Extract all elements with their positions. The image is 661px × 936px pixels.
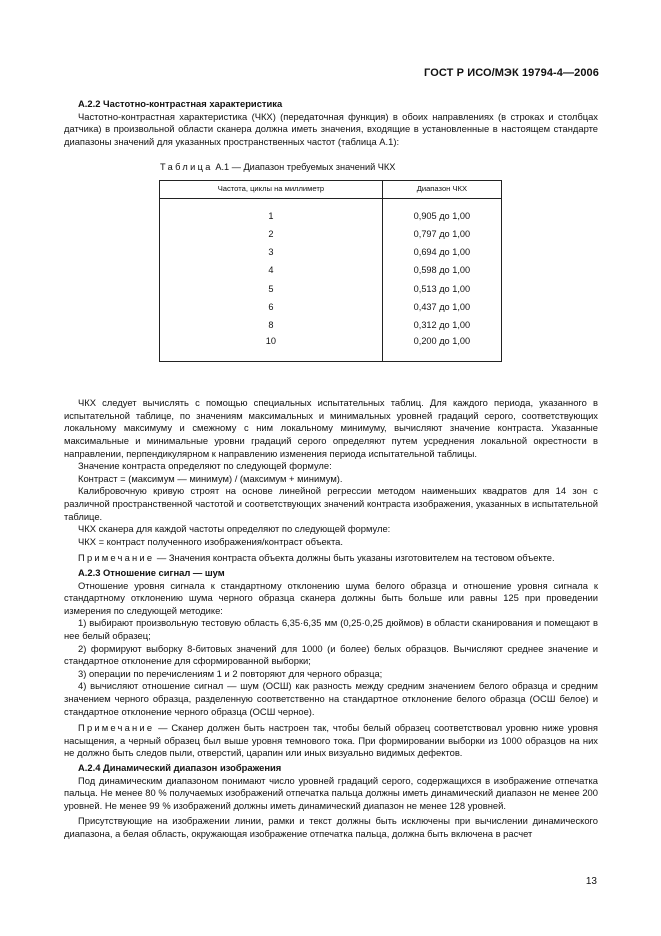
note-contrast <box>64 552 598 565</box>
table-caption-text: А.1 — Диапазон требуемых значений ЧКХ <box>212 162 396 173</box>
table-cell-range: 0,312 до 1,00 <box>382 316 501 334</box>
table-cell-frequency: 6 <box>160 298 383 316</box>
paragraph-dynamic-range-exclusions: Присутствующие на изображении линии, рамки и текст должны быть исключены при вычислении динамического диапазона, а белая область, окружающая изображение отпечатка пальца, должна быть включена в расчет <box>64 815 598 839</box>
table-cell-range: 0,598 до 1,00 <box>382 262 501 280</box>
table-row <box>160 280 502 298</box>
table-cell-range: 0,694 до 1,00 <box>382 243 501 261</box>
table-cell-frequency: 2 <box>160 225 383 243</box>
paragraph-contrast-intro: Значение контраста определяют по следующей формуле: <box>78 460 332 472</box>
standard-header: ГОСТ Р ИСО/МЭК 19794-4—2006 <box>424 67 599 79</box>
note-text: — Сканер должен быть настроен так, чтобы белый образец соответствовал уровню ниже уровня насыщения, а черный образец был выше уровня темнового тока. При формировании выборки из 1000 образцов на них не должно быть следов пыли, отверстий, царапин или иных визуально видимых дефектов. <box>64 722 598 759</box>
table-caption <box>160 161 598 174</box>
note-snr <box>64 722 598 760</box>
paragraph-mtf-formula-intro: ЧКХ сканера для каждой частоты определяют по следующей формуле: <box>78 523 391 535</box>
table-cell-frequency: 4 <box>160 262 383 280</box>
table-row <box>160 316 502 334</box>
table-cell-frequency: 8 <box>160 316 383 334</box>
table-cell-frequency: 1 <box>160 198 383 225</box>
formula-mtf: ЧКХ = контраст полученного изображения/контраст объекта. <box>78 535 343 547</box>
table-row <box>160 225 502 243</box>
page-content <box>64 97 598 840</box>
table-cell-frequency: 3 <box>160 243 383 261</box>
paragraph-a22-intro: Частотно-контрастная характеристика (ЧКХ) (передаточная функция) в обоих направлениях (в строках и столбцах датчика) в произвольной области сканера должна иметь значения, входящие в установленные в настоящем стандарте диапазоны значений для указанных пространственных частот (таблица А.1): <box>64 110 598 147</box>
table-cell-range: 0,200 до 1,00 <box>382 334 501 362</box>
table-row <box>160 243 502 261</box>
paragraph-dynamic-range: Под динамическим диапазоном понимают число уровней градаций серого, содержащихся в изображение отпечатка пальца. Не менее 80 % получаемых изображений отпечатка пальца должны иметь динамический диапазон не менее 200 уровней. Не менее 99 % изображений должны иметь динамический диапазон не менее 128 уровней. <box>64 774 598 811</box>
paragraph-snr-intro: Отношение уровня сигнала к стандартному отклонению шума белого образца и отношение уровня сигнала к стандартному отклонению шума черного образца сканера должны быть больше или равны 125 при проведении измерения по следующей методике: <box>64 579 598 616</box>
note-label: Примечание <box>78 552 155 564</box>
table-cell-range: 0,437 до 1,00 <box>382 298 501 316</box>
paragraph-mtf-method: ЧКХ следует вычислять с помощью специальных испытательных таблиц. Для каждого периода, указанного в испытательной таблице, по значениям максимальных и минимальных уровней градаций серого, соответствующих локальному максимуму и смежному с ним локальному минимуму, вычисляют значение контраста. Указанные максимальные и минимальные уровни градаций серого определяют путем усреднения локальной окрестности в направлении, перпендикулярном к направлению изменения периода испытательной таблицы. <box>64 397 598 459</box>
formula-contrast: Контраст = (максимум — минимум) / (максимум + минимум). <box>78 472 343 484</box>
table-row <box>160 298 502 316</box>
table-row <box>160 262 502 280</box>
table-cell-frequency: 10 <box>160 334 383 362</box>
table-cell-range: 0,797 до 1,00 <box>382 225 501 243</box>
table-header-frequency: Частота, циклы на миллиметр <box>160 180 383 198</box>
section-heading-a23: А.2.3 Отношение сигнал — шум <box>78 567 225 578</box>
table-caption-word: Таблица <box>160 162 213 173</box>
mtf-table <box>159 180 502 362</box>
paragraph-calibration: Калибровочную кривую строят на основе линейной регрессии методом наименьших квадратов для 14 зон с различной пространственной частотой и соответствующих значений контраста изображения, указанных в испытательной таблице. <box>64 485 598 522</box>
page-number: 13 <box>585 876 597 887</box>
table-cell-range: 0,905 до 1,00 <box>382 198 501 225</box>
list-item-step-3: 3) операции по перечислениям 1 и 2 повторяют для черного образца; <box>78 667 383 679</box>
note-label: Примечание <box>78 722 155 734</box>
table-cell-range: 0,513 до 1,00 <box>382 280 501 298</box>
table-header-range: Диапазон ЧКХ <box>382 180 501 198</box>
section-heading-a22: А.2.2 Частотно-контрастная характеристика <box>78 98 283 109</box>
table-row <box>160 198 502 225</box>
list-item-step-1: 1) выбирают произвольную тестовую область 6,35·6,35 мм (0,25·0,25 дюймов) в области сканирования и помещают в нее белый образец; <box>64 617 598 641</box>
note-text: — Значения контраста объекта должны быть указаны изготовителем на тестовом объекте. <box>154 552 555 564</box>
table-cell-frequency: 5 <box>160 280 383 298</box>
table-row <box>160 334 502 362</box>
list-item-step-2: 2) формируют выборку 8-битовых значений для 1000 (и более) белых образцов. Вычисляют среднее значение и стандартное отклонение для сформированной выборки; <box>64 642 598 667</box>
table-header-row <box>160 180 502 198</box>
section-heading-a24: А.2.4 Динамический диапазон изображения <box>78 761 282 773</box>
list-item-step-4: 4) вычисляют отношение сигнал — шум (ОСШ) как разность между средним значением белого образца и средним значением черного образца, разделенную соответственно на стандартное отклонение белого образца (ОСШ белое) и стандартное отклонение черного образца (ОСШ черное). <box>64 680 598 717</box>
